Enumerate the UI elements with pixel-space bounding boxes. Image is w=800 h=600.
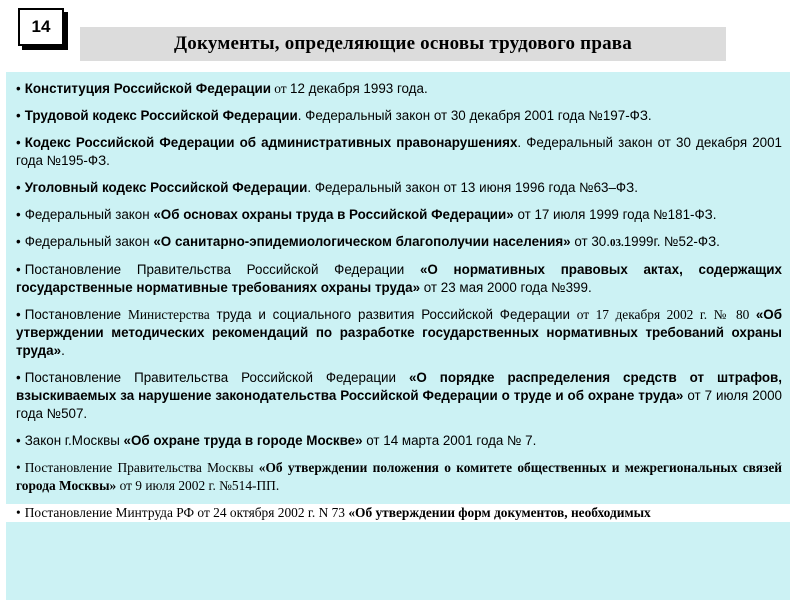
list-item: • Федеральный закон «Об основах охраны труда в Российской Федерации» от 17 июля 1999 года №181-ФЗ. [16,207,717,222]
list-item: • Федеральный закон «О санитарно-эпидемиологическом благополучии населения» от 30.03.1999г. №52-ФЗ. [16,234,720,249]
document-list-panel [6,72,790,600]
list-item: • Постановление Минтруда РФ от 24 октября 2002 г. N 73 «Об утверждении форм документов, необходимых [6,504,790,522]
list-item: • Кодекс Российской Федерации об административных правонарушениях. Федеральный закон от 30 декабря 2001 года №195-ФЗ. [16,135,782,168]
list-item: • Уголовный кодекс Российской Федерации. Федеральный закон от 13 июня 1996 года №63–ФЗ. [16,180,638,195]
slide-number-badge: 14 [18,8,64,46]
list-item: • Постановление Правительства Российской Федерации «О порядке распределения средств от штрафов, взыскиваемых за нарушение законодательства Российской Федерации о труде и об охране труда» от 7 июля 2000 года №507. [16,370,782,421]
list-item: • Постановление Правительства Российской Федерации «О нормативных правовых актах, содержащих государственные нормативные требованиях охраны труда» от 23 мая 2000 года №399. [16,262,782,295]
list-item: • Постановление Правительства Москвы «Об утверждении положения о комитете общественных и межрегиональных связей города Москвы» от 9 июля 2002 г. №514-ПП. [16,460,782,493]
title-bar [80,27,726,61]
page-title: Документы, определяющие основы трудового права [174,33,632,54]
list-item: • Постановление Министерства труда и социального развития Российской Федерации от 17 декабря 2002 г. № 80 «Об утверждении методических рекомендаций по разработке государственных нормативных требований охраны труда». [16,307,782,358]
list-item: • Конституция Российской Федерации от 12 декабря 1993 года. [16,81,428,96]
list-item: • Закон г.Москвы «Об охране труда в городе Москве» от 14 марта 2001 года № 7. [16,433,537,448]
list-item: • Трудовой кодекс Российской Федерации. Федеральный закон от 30 декабря 2001 года №197-ФЗ. [16,108,652,123]
